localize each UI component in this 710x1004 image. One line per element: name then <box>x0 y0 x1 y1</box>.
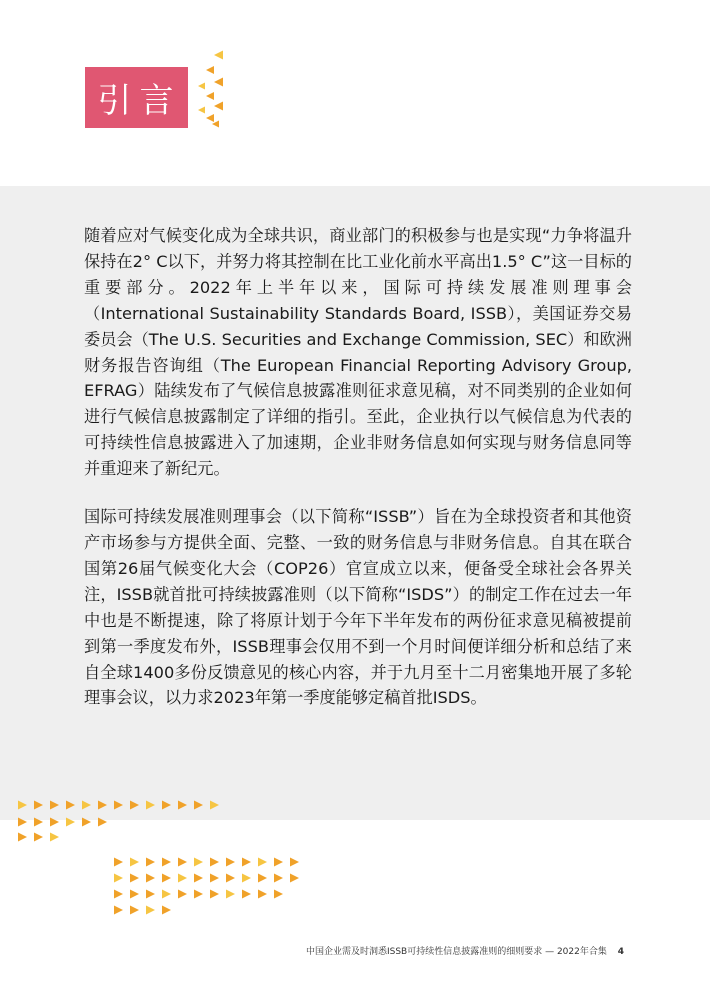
triangle-top-icon <box>214 78 223 87</box>
triangle-bottom-icon <box>242 858 251 867</box>
triangle-bottom-icon <box>18 833 27 842</box>
triangle-top-icon <box>214 51 223 60</box>
page-footer <box>306 944 624 957</box>
triangle-top-icon <box>214 102 223 111</box>
triangle-bottom-icon <box>98 818 107 827</box>
triangle-bottom-icon <box>178 858 187 867</box>
triangle-bottom-icon <box>162 874 171 883</box>
triangle-bottom-icon <box>50 801 59 810</box>
triangle-bottom-icon <box>18 818 27 827</box>
triangle-bottom-icon <box>18 801 27 810</box>
body-text <box>84 223 632 733</box>
triangle-bottom-icon <box>114 906 123 915</box>
footer-text: 中国企业需及时洞悉ISSB可持续性信息披露准则的细则要求 — 2022年合集 <box>305 947 607 957</box>
triangle-bottom-icon <box>130 890 139 899</box>
triangle-bottom-icon <box>178 890 187 899</box>
triangle-bottom-icon <box>146 906 155 915</box>
triangle-bottom-icon <box>226 858 235 867</box>
triangle-bottom-icon <box>290 874 299 883</box>
triangle-bottom-icon <box>146 890 155 899</box>
triangle-bottom-icon <box>66 801 75 810</box>
triangle-bottom-icon <box>146 874 155 883</box>
triangle-bottom-icon <box>34 833 43 842</box>
triangle-bottom-icon <box>194 874 203 883</box>
section-title: 引言 <box>97 81 182 121</box>
triangle-top-icon <box>198 107 205 114</box>
triangle-bottom-icon <box>194 801 203 810</box>
triangle-bottom-icon <box>146 858 155 867</box>
triangle-bottom-icon <box>114 858 123 867</box>
triangle-bottom-icon <box>50 833 59 842</box>
triangle-bottom-icon <box>34 818 43 827</box>
paragraph-2: 国际可持续发展准则理事会（以下简称“ISSB”）旨在为全球投资者和其他资产市场参与方提供全面、完整、一致的财务信息与非财务信息。自其在联合国第26届气候变化大会（COP26）官宣成立以来，便备受全球社会各界关注，ISSB就首批可持续披露准则（以下简称“ISDS”）的制定工作在过去一年中也是不断提速，除了将原计划于今年下半年发布的两份征求意见稿被提前到第一季度发布外，ISSB理事会仅用不到一个月时间便详细分析和总结了来自全球1400多份反馈意见的核心内容，并于九月至十二月密集地开展了多轮理事会议，以力求2023年第一季度能够定稿首批ISDS。 <box>84 507 632 708</box>
triangle-top-icon <box>206 92 214 100</box>
triangle-bottom-icon <box>162 801 171 810</box>
paragraph-1: 随着应对气候变化成为全球共识，商业部门的积极参与也是实现“力争将温升保持在2° C以下，并努力将其控制在比工业化前水平高出1.5° C”这一目标的重要部分。2022年上半年以来，国际可持续发展准则理事会（International Sustainability Standards Board, ISSB），美国证券交易委员会（The U.S. Securities and Exchange Commission, SEC）和欧洲财务报告咨询组（The European Financial Reporting Advisory Group, EFRAG）陆续发布了气候信息披露准则征求意见稿，对不同类别的企业如何进行气候信息披露制定了详细的指引。至此，企业执行以气候信息为代表的可持续性信息披露进入了加速期，企业非财务信息如何实现与财务信息同等并重迎来了新纪元。 <box>84 226 632 479</box>
triangle-bottom-icon <box>82 801 91 810</box>
triangle-bottom-icon <box>66 818 75 827</box>
triangle-bottom-icon <box>114 890 123 899</box>
triangle-bottom-icon <box>50 818 59 827</box>
triangle-bottom-icon <box>130 874 139 883</box>
triangle-bottom-icon <box>258 874 267 883</box>
triangle-top-icon <box>206 114 214 122</box>
triangle-bottom-icon <box>194 890 203 899</box>
triangle-bottom-icon <box>210 874 219 883</box>
triangle-bottom-icon <box>98 801 107 810</box>
triangle-bottom-icon <box>130 906 139 915</box>
triangle-bottom-icon <box>274 858 283 867</box>
triangle-bottom-icon <box>162 858 171 867</box>
triangle-bottom-icon <box>226 874 235 883</box>
triangle-bottom-icon <box>242 890 251 899</box>
triangle-bottom-icon <box>178 801 187 810</box>
triangle-bottom-icon <box>210 858 219 867</box>
triangle-bottom-icon <box>130 801 139 810</box>
triangle-bottom-icon <box>290 858 299 867</box>
triangle-bottom-icon <box>162 906 171 915</box>
triangle-bottom-icon <box>146 801 155 810</box>
triangle-bottom-icon <box>162 890 171 899</box>
triangle-bottom-icon <box>274 890 283 899</box>
triangle-bottom-icon <box>274 874 283 883</box>
triangle-bottom-icon <box>258 858 267 867</box>
triangle-top-icon <box>206 66 214 74</box>
page-number: 4 <box>617 947 624 957</box>
triangle-bottom-icon <box>242 874 251 883</box>
triangle-bottom-icon <box>258 890 267 899</box>
triangle-bottom-icon <box>178 874 187 883</box>
triangle-top-icon <box>198 83 205 90</box>
triangle-bottom-icon <box>114 801 123 810</box>
triangle-bottom-icon <box>34 801 43 810</box>
triangle-bottom-icon <box>194 858 203 867</box>
triangle-bottom-icon <box>226 890 235 899</box>
triangle-bottom-icon <box>82 818 91 827</box>
triangle-bottom-icon <box>210 890 219 899</box>
triangle-top-icon <box>212 121 219 128</box>
triangle-bottom-icon <box>210 801 219 810</box>
triangle-bottom-icon <box>114 874 123 883</box>
triangle-bottom-icon <box>130 858 139 867</box>
